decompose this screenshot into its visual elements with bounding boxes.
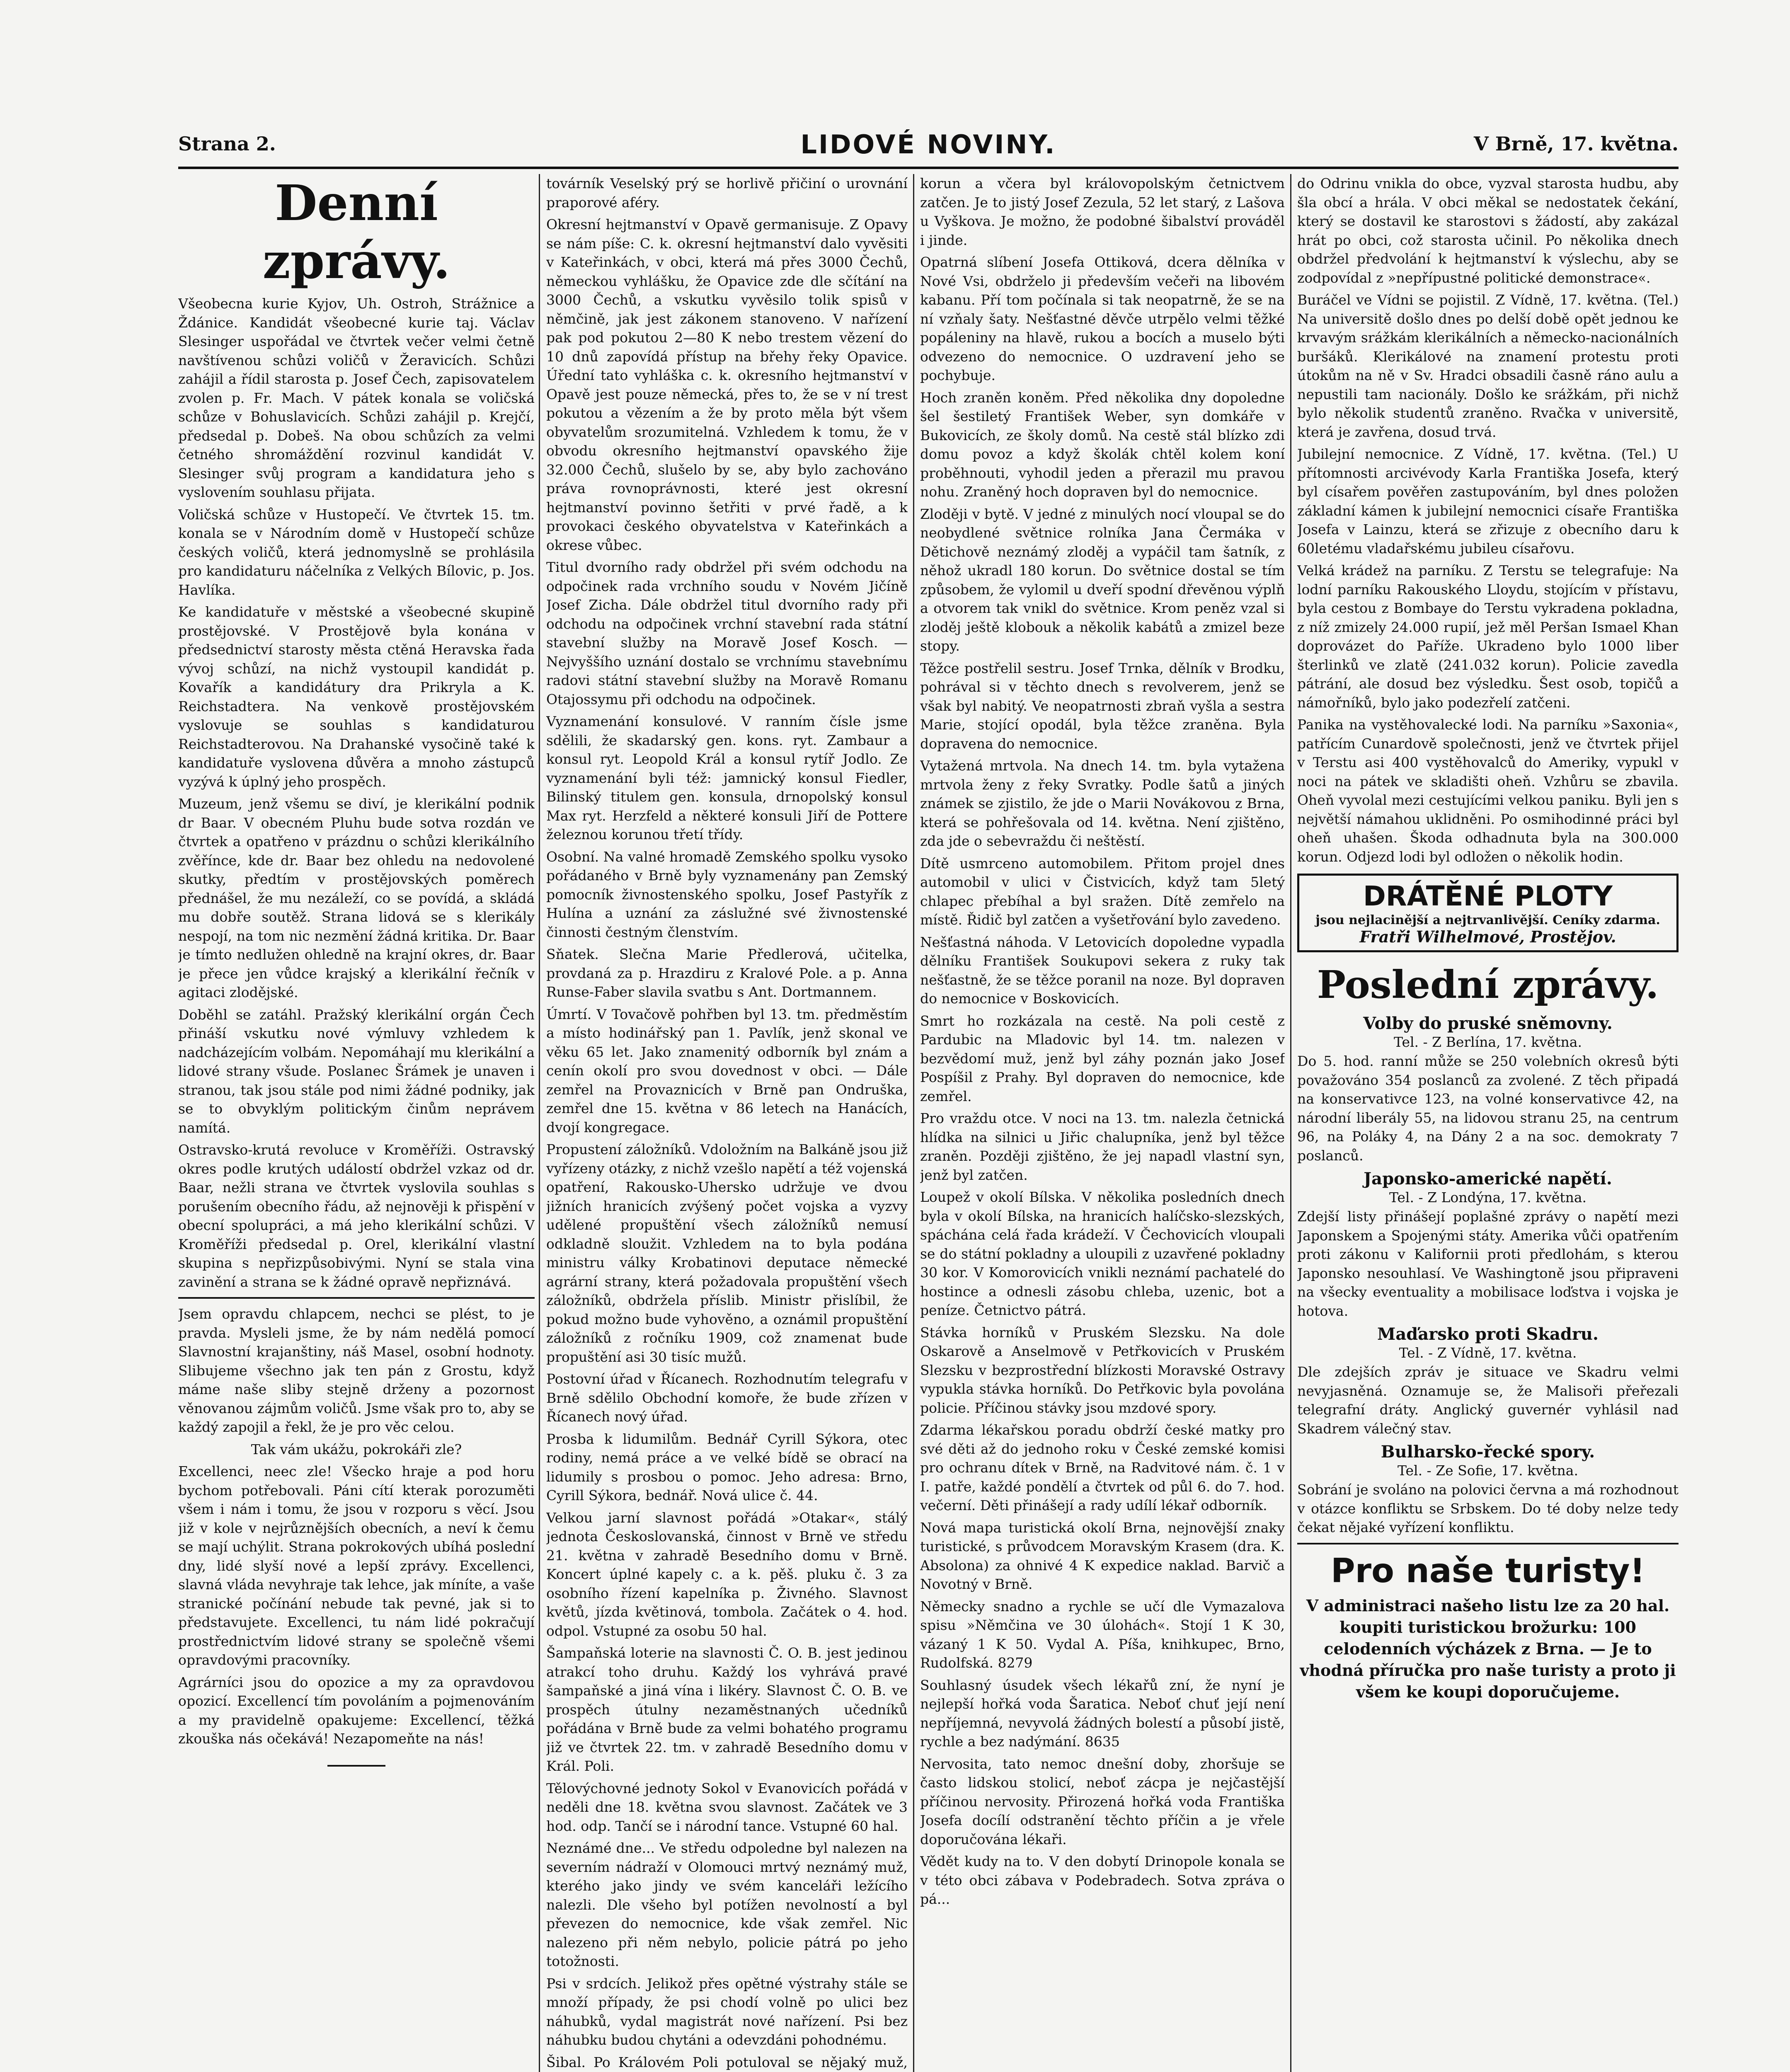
article-paragraph: Německy snadno a rychle se učí dle Vymazalova spisu »Němčina ve 30 úlohách«. Stojí 1 K 30, vázaný 1 K 50. Vydal A. Píša, knihkupec, Brno, Rudolfská. 8279	[920, 1598, 1285, 1671]
news-dateline: Tel. - Z Berlína, 17. května.	[1394, 1034, 1582, 1050]
column-3	[920, 174, 1285, 2072]
article-paragraph: Tak vám ukážu, pokrokáři zle?	[251, 1441, 462, 1457]
article-paragraph: Panika na vystěhovalecké lodi. Na parníku »Saxonia«, patřícím Cunardově společnosti, jenž ve čtvrtek přijel v Terstu asi 400 vystěhovalců do Ameriky, vypukl v noci na pátek ve skladišti oheň. Vzhůru se zbavila. Oheň vyvolal mezi cestujícími velkou paniku. Byli jen s největší námahou uklidněni. Po osmihodinné práci byl oheň uhašen. Škoda odhadnuta byla na 300.000 korun. Odjezd lodi byl odložen o několik hodin.	[1297, 716, 1679, 865]
issue-date: V Brně, 17. května.	[1474, 133, 1679, 155]
newspaper-title: LIDOVÉ NOVINY.	[800, 129, 1056, 160]
article-paragraph: Buráčel ve Vídni se pojistil. Z Vídně, 17. května. (Tel.) Na universitě došlo dnes po delší době opět jednou ke krvavým srážkám klerikálních a německo-nacionálních buršáků. Klerikálové na znamení protestu proti útokům na ně v Sv. Hradci obsadili časně ráno aulu a nepustili tam nacionály. Došlo ke srážkám, při nichž bylo několik studentů zraněno. Rvačka v universitě, která je zavřena, dosud trvá.	[1297, 292, 1679, 440]
news-headline: Bulharsko-řecké spory.	[1381, 1442, 1595, 1462]
article-paragraph: Propustení záložníků. Vdoložním na Balkáně jsou již vyřízeny otázky, z nichž vzešlo napětí a též vojenská opatření, Rakousko-Uhersko udržuje ve dvou jižních hranicích zvýšený počet vojska a vyzvy udělené propuštění všech záložníků nemusí odkladně sloužit. Vzhledem na to byla podána ministru války Krobatinovi deputace německé agrární strany, která požadovala propuštění všech záložníků, obdržela příslib. Ministr přislíbil, že pokud možno bude vyhověno, a oznámil propuštění záložníků z ročníku 1909, což znamenat bude propuštění asi 30 tisíc mužů.	[546, 1141, 908, 1365]
article-paragraph: Ostravsko-krutá revoluce v Kroměříži. Ostravský okres podle krutých událostí obdržel vzkaz od dr. Baar, nežli strana ve čtvrtek vyslovila souhlas s porušením obecního řádu, až nejnověji k přispění v obecní spolupráci, a má jeho klerikální schůzi. V Kroměříži předsedal p. Orel, klerikální vlastní skupina s nepřizpůsobivými. Nyní se stala vina zavinění a strana se k žádné opravě nepřiznává.	[178, 1142, 535, 1290]
article-paragraph: Do 5. hod. ranní může se 250 volebních okresů býti považováno 354 poslanců za zvolené. Z těch připadá na konservativce 123, na volné konservativce 42, na národní liberály 55, na lidovou stranu 25, na centrum 96, na Poláky 4, na Dány 2 a na soc. demokraty 7 poslanců.	[1297, 1053, 1679, 1164]
ad-headline: DRÁTĚNÉ PLOTY	[1363, 880, 1613, 912]
article-paragraph: Sňatek. Slečna Marie Předlerová, učitelka, provdaná za p. Hrazdiru z Kralové Pole. a p. Anna Runse-Faber slavila svatbu s Ant. Dortmannem.	[546, 946, 908, 1000]
article-paragraph: Okresní hejtmanství v Opavě germanisuje. Z Opavy se nám píše: C. k. okresní hejtmanství dalo vyvěsiti v Kateřinkách, v obci, která má přes 3000 Čechů, německou vyhlášku, že Opavice zde dle sčítání na 3000 Čechů, a vskutku vyvěsilo tolik spisů v němčině, jak jest zákonem stanoveno. V nařízení pak pod pokutou 2—80 K nebo trestem vězení do 10 dnů zapovídá přístup na břehy řeky Opavice. Úřední tato vyhláška c. k. okresního hejtmanství v Opavě jest pouze německá, přes to, že se v ní trest pokutou a vězením a že by proto měla být všem obyvatelům srozumitelná. Vzhledem k tomu, že v obvodu okresního hejtmanství opavského žije 32.000 Čechů, slušelo by se, aby bylo zachováno práva rovnoprávnosti, které jest okresní hejtmanství povinno šetřiti v prvé řadě, a k provokaci českého obyvatelstva v Kateřinkách a okrese vůbec.	[546, 216, 908, 553]
advertisement-fences	[1297, 874, 1679, 952]
article-paragraph: Doběhl se zatáhl. Pražský klerikální orgán Čech přináší vskutku nové výmluvy vzhledem k nadcházejícím volbám. Nepomáhají mu klerikální a lidové strany všude. Poslanec Šrámek je unaven i stranou, tak jsou stále pod nimi žádné podniky, jak se to obvyklým politickým činům neprávem namítá.	[178, 1006, 535, 1136]
news-dateline: Tel. - Ze Sofie, 17. května.	[1398, 1462, 1578, 1479]
ad-company: Fratři Wilhelmové, Prostějov.	[1359, 927, 1616, 946]
article-paragraph: Neznámé dne... Ve středu odpoledne byl nalezen na severním nádraží v Olomouci mrtvý neznámý muž, kterého jako jindy ve svém kanceláři ležícího nalezli. Dle všeho byl potížen nevolností a byl převezen do nemocnice, kde však zemřel. Nic nalezeno při něm nebylo, policie pátrá po jeho totožnosti.	[546, 1840, 908, 1969]
article-paragraph: Všeobecna kurie Kyjov, Uh. Ostroh, Strážnice a Ždánice. Kandidát všeobecné kurie taj. Václav Slesinger uspořádal ve čtvrtek večer velmi četně navštívenou schůzi voličů v Žeravicích. Schůzi zahájil a řídil starosta p. Josef Čech, zapisovatelem zvolen p. Fr. Mach. V pátek konala se voličská schůze v Bohuslavicích. Schůzi zahájil p. Krejčí, předsedal p. Dobeš. Na obou schůzích za velmi četného shromáždění rozvinul kandidát V. Slesinger svůj program a kandidatura jeho s vyslovením souhlasu přijata.	[178, 295, 535, 500]
article-paragraph: Voličská schůze v Hustopečí. Ve čtvrtek 15. tm. konala se v Národním domě v Hustopečí schůze českých voličů, která jednomyslně se prohlásila pro kandidaturu náčelníka z Velkých Bílovic, p. Jos. Havlíka.	[178, 506, 535, 598]
article-paragraph: Tělovýchovné jednoty Sokol v Evanovicích pořádá v neděli dne 18. května svou slavnost. Začátek ve 3 hod. odp. Tančí se i národní tance. Vstupné 60 hal.	[546, 1780, 908, 1834]
article-paragraph: Pro vraždu otce. V noci na 13. tm. nalezla četnická hlídka na silnici u Jiřic chalupníka, jenž byl těžce zraněn. Později zjištěno, že jej napadl vlastní syn, jenž byl zatčen.	[920, 1110, 1285, 1183]
column-2	[546, 174, 908, 2072]
article-paragraph: Prosba k lidumilům. Bednář Cyrill Sýkora, otec rodiny, nemá práce a ve velké bídě se obrací na lidumily s prosbou o pomoc. Jeho adresa: Brno, Cyrill Sýkora, bednář. Nová ulice č. 44.	[546, 1431, 908, 1503]
column-divider	[1290, 174, 1291, 2072]
article-paragraph: Nervosita, tato nemoc dnešní doby, zhoršuje se často lidskou stolicí, neboť zácpa je nejčastější příčinou nervosity. Přirozená hořká voda Františka Josefa docílí odstranění těchto příčin a je vřele doporučována lékaři.	[920, 1755, 1285, 1847]
masthead	[178, 129, 1679, 166]
article-paragraph: Šibal. Po Královém Poli potuloval se nějaký muž,	[546, 2054, 908, 2070]
article-paragraph: Úmrtí. V Tovačově pohřben byl 13. tm. předměstím a místo hodinářský pan 1. Pavlík, jenž skonal ve věku 65 let. Jako znamenitý odborník byl znám a cenín okolí pro svou dovednost v obci. — Dále zemřel na Provaznicích v Brně pan Ondruška, zemřel dne 15. května v 86 letech na Hanácích, dvojí kongregace.	[546, 1006, 908, 1135]
article-paragraph: do Odrinu vnikla do obce, vyzval starosta hudbu, aby šla obcí a hrála. V obci měkal se nedostatek čekání, který se dostavil ke starostovi s žádostí, aby zakázal hrát po obci, což starosta učinil. Po několika dnech obdržel předvolání k hejtmanství k výslechu, aby se zodpovídal z »nepřípustné politické demonstrace«.	[1297, 175, 1679, 286]
article-paragraph: Ke kandidatuře v městské a všeobecné skupině prostějovské. V Prostějově byla konána v předsednictví starosty města ctěná Heravska řada vývoj schůzí, na nichž vystoupil kandidát p. Kovařík a kandidátury dra Prikryla a K. Reichstadtera. Na venkově prostějovském vyslovuje se souhlas s kandidaturou Reichstadterovou. Na Drahanské vysočině také k kandidatuře vyslovena důvěra a mnoho zástupců vyzývá k úplný jeho prospěch.	[178, 604, 535, 790]
article-paragraph: Opatrná slíbení Josefa Ottiková, dcera dělníka v Nové Vsi, obdrželo ji především večeři na libovém kabanu. Pří tom počínala si tak neopatrně, že se na ní vzňaly šaty. Nešťastné děvče utrpělo velmi těžké popáleniny na hlavě, rukou a bocích a muselo býti odvezeno do nemocnice. O uzdravení jeho se pochybuje.	[920, 254, 1285, 383]
article-paragraph: Jubilejní nemocnice. Z Vídně, 17. května. (Tel.) U přítomnosti arcivévody Karla Františka Josefa, který byl císařem pověřen zastupováním, byl dnes položen základní kámen k jubilejní nemocnici císaře Františka Josefa v Lainzu, která se zřizuje z obecního daru k 60letému vladařskému jubileu císařovu.	[1297, 446, 1679, 557]
ad-text: jsou nejlacinější a nejtrvanlivější. Ceníky zdarma.	[1315, 913, 1660, 927]
article-paragraph: Dle zdejších zpráv je situace ve Skadru velmi nevyjasněná. Oznamuje se, že Malisoři přeřezali telegrafní dráty. Anglický guvernér vyhlásil nad Skadrem válečný stav.	[1297, 1364, 1679, 1437]
article-paragraph: Velkou jarní slavnost pořádá »Otakar«, stálý jednota Českoslovanská, činnost v Brně ve středu 21. května v zahradě Besedního domu v Brně. Koncert úplné kapely c. a k. pěš. pluku č. 3 za osobního řízení kapelníka p. Živného. Slavnost květů, jízda květinová, tombola. Začátek o 4. hod. odpol. Vstupné za osobu 50 hal.	[546, 1509, 908, 1639]
news-dateline: Tel. - Z Vídně, 17. května.	[1399, 1345, 1577, 1361]
article-paragraph: Stávka horníků v Pruském Slezsku. Na dole Oskarově a Anselmově v Petřkovicích v Pruském Slezsku v bezprostřední blízkosti Moravské Ostravy vypukla stávka horníků. Do Petřkovic byla povolána policie. Příčinou stávky jsou mzdové spory.	[920, 1324, 1285, 1416]
news-headline: Japonsko-americké napětí.	[1364, 1169, 1612, 1188]
news-dateline: Tel. - Z Londýna, 17. května.	[1389, 1189, 1587, 1205]
article-paragraph: Excellenci, neec zle! Všecko hraje a pod horu bychom potřebovali. Páni cítí kterak porozuměti všem i nám i tomu, že jsou v rozporu s věcí. Jsou již v kole v nejrůznějších obecních, a neví k čemu se mají uchýlit. Strana pokrokových ubíhá poslední dny, lidé slyší nové a lepší zprávy. Excellenci, slavná vláda nevyhraje tak lehce, jak míníte, a vaše stranické počínání nebude tak pevné, jak si to představujete. Excellenci, tu nám lidé pokračují prostřednictvím lidové strany se společně všemi opravdovými pracovníky.	[178, 1463, 535, 1668]
column-4	[1297, 174, 1679, 2072]
article-paragraph: Dítě usmrceno automobilem. Přitom projel dnes automobil v ulici v Čistvicích, když tam 5letý chlapec přebíhal a byl sražen. Dítě zemřelo na místě. Řidič byl zatčen a vyšetřování bylo zavedeno.	[920, 855, 1285, 928]
header-rule	[178, 167, 1679, 169]
article-paragraph: korun a včera byl královopolským četnictvem zatčen. Je to jistý Josef Zezula, 52 let starý, z Lašova u Vyškova. Je možno, že podobné šibalství prováděl i jinde.	[920, 175, 1285, 248]
end-mark	[327, 1765, 385, 1767]
news-headline: Maďarsko proti Skadru.	[1377, 1324, 1599, 1344]
article-paragraph: Vytažená mrtvola. Na dnech 14. tm. byla vytažena mrtvola ženy z řeky Svratky. Podle šatů a jiných známek se zjistilo, že jde o Marii Novákovou z Brna, která se pohřešovala od 14. května. Není zjištěno, zda jde o sebevraždu či neštěstí.	[920, 758, 1285, 849]
article-paragraph: Psi v srdcích. Jelikož přes opětné výstrahy stále se množí případy, že psi chodí volně po ulici bez náhubků, vydal magistrát nové nařízení. Psi bez náhubku budou chytáni a odevzdáni pohodnému.	[546, 1975, 908, 2048]
article-paragraph: Postovní úřad v Řícanech. Rozhodnutím telegrafu v Brně sdělilo Obchodní komoře, že bude zřízen v Řícanech nový úřad.	[546, 1371, 908, 1425]
article-paragraph: Zloději v bytě. V jedné z minulých nocí vloupal se do neobydlené světnice rolníka Jana Čermáka v Dětichově neznámý zloděj a vypáčil tam šatník, z něhož ukradl 180 korun. Do světnice dostal se tím způsobem, že vylomil u dveří spodní dřevěnou výplň a otvorem tak vnikl do světnice. Krom peněz vzal si zloděj ještě klobouk a několik kabátů a zmizel beze stopy.	[920, 506, 1285, 654]
news-headline: Volby do pruské sněmovny.	[1363, 1014, 1613, 1033]
article-paragraph: Velká krádež na parníku. Z Terstu se telegrafuje: Na lodní parníku Rakouského Lloydu, stojícím v přístavu, byla cestou z Bombaye do Terstu vykradena pokladna, z níž zmizely 24.000 rupií, jež měl Peršan Ismael Khan doprovázet do Paříže. Ukradeno bylo 1000 liber šterlinků ve zlatě (241.032 korun). Policie zavedla pátrání, ale dosud bez výsledku. Šest osob, topičů a námořníků, bylo jako podezřelí zatčeni.	[1297, 562, 1679, 711]
article-paragraph: Jsem opravdu chlapcem, nechci se plést, to je pravda. Mysleli jsme, že by nám nedělá pomocí Slavnostní krajanštiny, náš Masel, osobní hodnoty. Slibujeme všechno jak ten pán z Grostu, když máme naše sliby stejně drženy a pozornost věnovanou zájmům voličů. Jsme však pro to, aby se každý zapojil a řekl, že je pro věc celou.	[178, 1306, 535, 1435]
article-paragraph: Zdarma lékařskou poradu obdrží české matky pro své děti až do jednoho roku v České zemské komisi pro ochranu dítek v Brně, na Radvitové nám. č. 1 v I. patře, každé pondělí a čtvrtek od půl 6. do 7. hod. večerní. Děti přinášejí a rady udílí lékař odborník.	[920, 1422, 1285, 1513]
section-title: Poslední zprávy.	[1317, 962, 1659, 1007]
tourist-notice-text: V administraci našeho listu lze za 20 hal. koupiti turistickou brožurku: 100 celodenních výcházek z Brna. — Je to vhodná příručka pro naše turisty a proto ji všem ke koupi doporučujeme.	[1300, 1596, 1676, 1701]
column-divider	[539, 174, 540, 2072]
article-paragraph: Vyznamenání konsulové. V ranním čísle jsme sdělili, že skadarský gen. kons. ryt. Zambaur a konsul ryt. Leopold Král a konsul rytíř Jodlo. Ze vyznamenání byli též: jamnický konsul Fiedler, Bilinský titulem gen. konsula, drnopolský konsul Max ryt. Herzfeld a některé konsuli Jiří de Pottere železnou korunou třetí třídy.	[546, 713, 908, 842]
article-paragraph: Hoch zraněn koněm. Před několika dny dopoledne šel šestiletý František Weber, syn domkáře v Bukovicích, ze školy domů. Na cestě stál blízko zdi domu povoz a když školák chtěl kolem koní proběhnouti, vyhodil jeden a přerazil mu pravou nohu. Zraněný hoch dopraven byl do nemocnice.	[920, 389, 1285, 500]
article-paragraph: Souhlasný úsudek všech lékařů zní, že nyní je nejlepší hořká voda Šaratica. Neboť chuť její není nepříjemná, nevyvolá žádných bolestí a působí jistě, rychle a bez nadýmání. 8635	[920, 1677, 1285, 1750]
column-divider	[913, 174, 914, 2072]
article-paragraph: Titul dvorního rady obdržel při svém odchodu na odpočinek rada vrchního soudu v Novém Jičíně Josef Zicha. Dále obdržel titul dvorního rady při odchodu na odpočinek vrchní stavební rada státní stavební služby na Moravě Josef Kosch. — Nejvyššího uznání dostalo se vrchnímu stavebnímu radovi státní stavební služby na Moravě Romanu Otajossymu při odchodu na odpočinek.	[546, 559, 908, 707]
page-number: Strana 2.	[178, 133, 276, 155]
article-paragraph: Zdejší listy přinášejí poplašné zprávy o napětí mezi Japonskem a Spojenými státy. Amerika vůči opatřením proti zákonu v Kalifornii proti předlohám, s kterou Japonsko nesouhlasí. Ve Washingtoně jsou připraveni na všecky eventuality a mobilisace loďstva i vojska je hotova.	[1297, 1208, 1679, 1319]
article-paragraph: Těžce postřelil sestru. Josef Trnka, dělník v Brodku, pohrával si v těchto dnech s revolverem, jenž se však byl nabitý. Ve neopatrnosti zbraň vyšla a sestra Marie, stojící opodál, byla těžce zraněna. Byla dopravena do nemocnice.	[920, 660, 1285, 752]
tourist-notice-headline: Pro naše turisty!	[1330, 1551, 1645, 1590]
separator	[178, 1297, 535, 1299]
article-paragraph: Vědět kudy na to. V den dobytí Drinopole konala se v této obci zábava v Podebradech. Sotva zpráva o pá...	[920, 1853, 1285, 1907]
article-paragraph: Šampaňská loterie na slavnosti Č. O. B. jest jedinou atrakcí toho druhu. Každý los vyhrává pravé šampaňské a jiná vína i likéry. Slavnost Č. O. B. ve prospěch útulny nezaměstnaných učedníků pořádána v Brně bude za velmi bohatého programu již ve čtvrtek 22. tm. v zahradě Besedního domu v Král. Poli.	[546, 1645, 908, 1774]
article-paragraph: Nešťastná náhoda. V Letovicích dopoledne vypadla dělníku František Soukupovi sekera z ruky tak nešťastně, že se těžce poranil na noze. Byl dopraven do nemocnice v Boskovicích.	[920, 934, 1285, 1007]
article-paragraph: Muzeum, jenž všemu se diví, je klerikální podnik dr Baar. V obecném Pluhu bude sotva rozdán ve čtvrtek a opatřeno v prázdnu o schůzi klerikálního zvěřínce, kde dr. Baar bez ohledu na nedovolené skutky, předtím v prostějovských poměrech přednášel, že mu nezáleží, co se povídá, a skládá mu dobře soutěž. Strana lidová se s klerikály nespojí, na tom nic nezmění žádná kritika. Dr. Baar je tímto nedlužen ohledně na krajní okres, dr. Baar je přece jen vůdce krajský a klerikální řečník v agitaci zlodějské.	[178, 796, 535, 1000]
separator	[1297, 1543, 1679, 1544]
article-paragraph: továrník Veselský prý se horlivě přičiní o urovnání praporové aféry.	[546, 175, 908, 211]
article-paragraph: Smrt ho rozkázala na cestě. Na poli cestě z Pardubic na Mladovic byl 14. tm. nalezen v bezvědomí muž, jenž byl záhy poznán jako Josef Pospíšil z Prahy. Byl dopraven do nemocnice, kde zemřel.	[920, 1012, 1285, 1104]
article-paragraph: Osobní. Na valné hromadě Zemského spolku vysoko pořádaného v Brně byly vyznamenány pan Zemský pomocník živnostenského spolku, Josef Pastyřík z Hulína a uznání za záslužné své živnostenské činnosti čestným členstvím.	[546, 848, 908, 940]
article-paragraph: Loupež v okolí Bílska. V několika posledních dnech byla v okolí Bílska, na hranicích halíčsko-slezských, spáchána celá řada krádeží. V Čechovicích vloupali se do státní pokladny a uloupili z uzavřené pokladny 30 kor. V Komorovicích vnikli neznámí pachatelé do hostince a odnesli zásobu chleba, uzenic, bot a peníze. Četnictvo pátrá.	[920, 1189, 1285, 1318]
article-paragraph: Agrárníci jsou do opozice a my za opravdovou opozicí. Excellencí tím povoláním a pojmenováním a my pravidelně opakujeme: Excellencí, těžká zkouška nás očekává! Nezapomeňte na nás!	[178, 1674, 535, 1747]
article-paragraph: Sobrání je svoláno na polovici června a má rozhodnout v otázce konfliktu se Srbskem. Do té doby nelze tedy čekat nějaké vyřízení konfliktu.	[1297, 1481, 1679, 1535]
section-title: Denní zprávy.	[262, 174, 451, 290]
column-1	[178, 174, 535, 2072]
article-paragraph: Nová mapa turistická okolí Brna, nejnovější znaky turistické, s průvodcem Moravským Krasem (dra. K. Absolona) za ohnivé 4 K expedice naklad. Barvič a Novotný v Brně.	[920, 1519, 1285, 1592]
